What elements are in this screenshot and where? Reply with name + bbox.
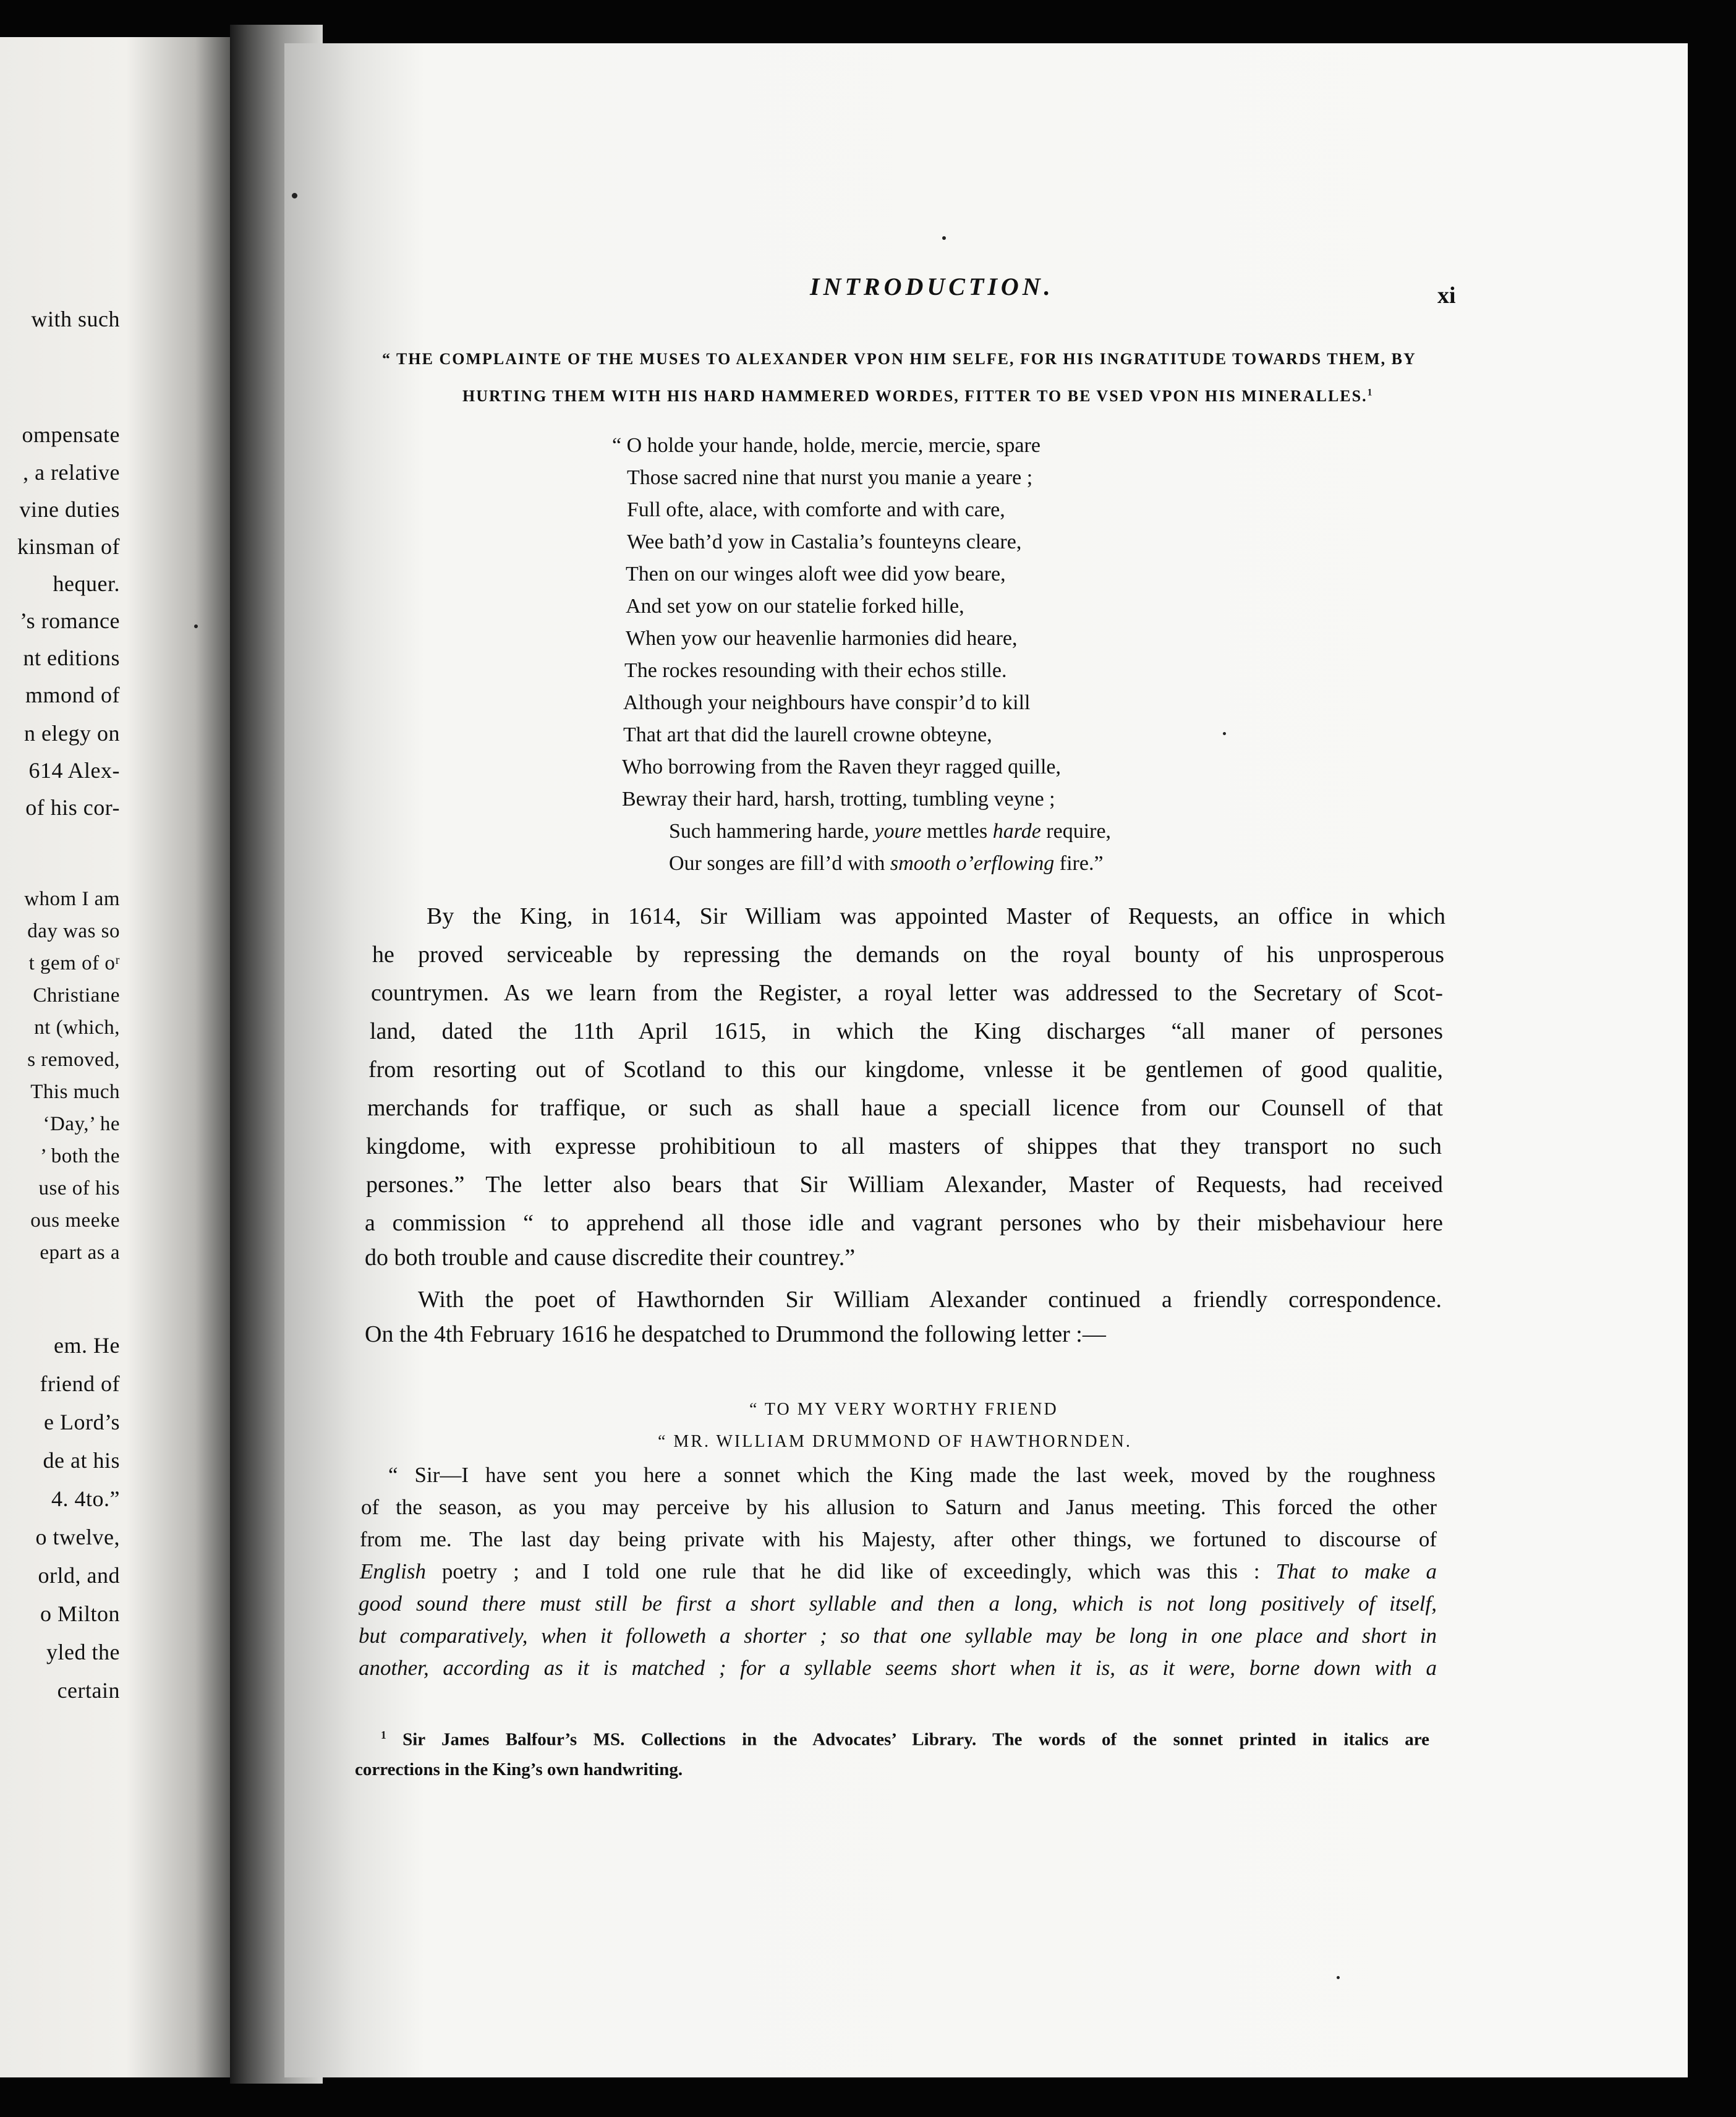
facing-page-line: friend of	[40, 1371, 120, 1396]
paragraph-line: do both trouble and cause discredite their countrey.”	[365, 1245, 856, 1271]
scan-speck	[292, 193, 297, 198]
poem-text: Such hammering harde,	[669, 820, 875, 843]
facing-page-line: n elegy on	[24, 721, 120, 746]
facing-page-fragment	[0, 37, 230, 2077]
letter-line: “ Sir—I have sent you here a sonnet which the King made the last week, moved by the roughness	[388, 1463, 1436, 1487]
letter-text: poetry ; and I told one rule that he did like of exceedingly, which was this :	[425, 1559, 1276, 1583]
facing-page-line: whom I am	[24, 888, 120, 910]
letter-line: from me. The last day being private with his Majesty, after other things, we fortuned to discourse of	[360, 1527, 1437, 1551]
poem-italic: harde	[992, 820, 1041, 843]
facing-page-line: ompensate	[22, 422, 120, 447]
poem-text: require,	[1040, 820, 1112, 843]
poem-line: Although your neighbours have conspir’d to kill	[623, 691, 1031, 714]
paragraph-line: countrymen. As we learn from the Register, a royal letter was addressed to the Secretary of Scot-	[371, 980, 1443, 1006]
poem-line: Then on our winges aloft wee did yow beare,	[626, 563, 1006, 586]
poem-line: Who borrowing from the Raven theyr ragged quille,	[622, 756, 1062, 778]
letter-italic: That to make a	[1275, 1559, 1437, 1583]
paragraph-line: he proved serviceable by repressing the demands on the royal bounty of his unprosperous	[372, 942, 1444, 968]
paragraph-line: persones.” The letter also bears that Sir William Alexander, Master of Requests, had received	[366, 1172, 1443, 1198]
running-head: INTRODUCTION.	[810, 273, 1054, 300]
facing-page-line: e Lord’s	[44, 1410, 120, 1434]
poem-line: When yow our heavenlie harmonies did heare,	[626, 627, 1018, 650]
poem-text: fire.”	[1054, 852, 1104, 875]
poem-line: Full ofte, alace, with comforte and with care,	[627, 498, 1005, 521]
page-number: xi	[1437, 283, 1456, 309]
facing-page-line: hequer.	[53, 571, 120, 596]
letter-italic: English	[360, 1559, 426, 1583]
poem-heading-line-2	[462, 387, 1373, 406]
poem-text: mettles	[921, 820, 993, 843]
paragraph-line: kingdome, with expresse prohibitioun to all masters of shippes that they transport no such	[366, 1133, 1442, 1159]
facing-page-line: kinsman of	[17, 534, 120, 559]
poem-line: And set yow on our statelie forked hille,	[626, 595, 964, 618]
paragraph-line: land, dated the 11th April 1615, in which the King discharges “all maner of persones	[370, 1018, 1443, 1044]
facing-page-line: This much	[30, 1081, 120, 1103]
letter-address-line-1: “ TO MY VERY WORTHY FRIEND	[749, 1400, 1058, 1419]
facing-page-line: em. He	[54, 1333, 120, 1358]
facing-page-line: ’s romance	[20, 608, 120, 633]
facing-page-line: nt editions	[23, 645, 120, 670]
footnote-mark: 1	[381, 1729, 386, 1741]
letter-line: another, according as it is matched ; for a syllable seems short when it is, as it were, borne down with a	[359, 1656, 1437, 1680]
facing-page-line: of his cor-	[25, 795, 120, 820]
facing-page-line: nt (which,	[34, 1016, 120, 1039]
poem-line: Bewray their hard, harsh, trotting, tumbling veyne ;	[622, 788, 1055, 811]
footnote-text: Sir James Balfour’s MS. Collections in the Advocates’ Library. The words of the sonnet printed in italics are	[386, 1729, 1429, 1750]
poem-text: Our songes are fill’d with	[669, 852, 890, 875]
scan-speck	[942, 236, 946, 240]
poem-couplet-line-2	[669, 852, 1104, 875]
scan-speck	[1223, 732, 1226, 735]
paragraph-line: merchands for traffique, or such as shall haue a speciall licence from our Counsell of that	[367, 1095, 1443, 1121]
poem-italic: youre	[874, 820, 922, 843]
facing-page-line: 4. 4to.”	[51, 1486, 120, 1511]
poem-heading-line-1: “ THE COMPLAINTE OF THE MUSES TO ALEXANDER VPON HIM SELFE, FOR HIS INGRATITUDE TOWARDS THEM, BY	[382, 350, 1416, 368]
poem-heading-text: HURTING THEM WITH HIS HARD HAMMERED WORDES, FITTER TO BE VSED VPON HIS MINERALLES.	[462, 387, 1368, 405]
footnote-line-2: corrections in the King’s own handwriting.	[355, 1760, 683, 1779]
paragraph-line: from resorting out of Scotland to this our kingdome, vnlesse it be gentlemen of good qualitie,	[368, 1057, 1443, 1083]
poem-couplet-line-1	[669, 820, 1111, 843]
facing-page-line: epart as a	[40, 1242, 120, 1264]
facing-page-line: ’ both the	[40, 1145, 120, 1167]
scan-speck	[194, 624, 198, 628]
facing-page-line: , a relative	[23, 460, 120, 485]
poem-line: Wee bath’d yow in Castalia’s founteyns cleare,	[627, 530, 1022, 553]
facing-page-line: de at his	[43, 1448, 120, 1473]
facing-page-line: ous meeke	[30, 1209, 120, 1232]
facing-page-line: 614 Alex-	[28, 758, 120, 783]
poem-line: That art that did the laurell crowne obteyne,	[623, 723, 992, 746]
letter-line-4	[360, 1559, 1437, 1584]
facing-page-line: mmond of	[25, 683, 120, 707]
scan-speck	[1337, 1976, 1340, 1979]
poem-line: The rockes resounding with their echos stille.	[624, 659, 1007, 682]
facing-page-line: o twelve,	[35, 1525, 120, 1549]
facing-page-line: yled the	[46, 1640, 120, 1664]
facing-page-line: ‘Day,’ he	[43, 1113, 120, 1135]
facing-page-line: t gem of oʳ	[28, 952, 120, 974]
poem-italic: smooth o’erflowing	[890, 852, 1055, 875]
facing-page-line: use of his	[38, 1177, 120, 1199]
facing-page-line: orld, and	[38, 1563, 120, 1588]
letter-address-line-2: “ MR. WILLIAM DRUMMOND OF HAWTHORNDEN.	[658, 1432, 1132, 1451]
poem-line: “ O holde your hande, holde, mercie, mercie, spare	[612, 434, 1040, 457]
facing-page-line: Christiane	[33, 984, 120, 1007]
paragraph-line: By the King, in 1614, Sir William was appointed Master of Requests, an office in which	[427, 903, 1445, 929]
facing-page-line: o Milton	[40, 1601, 120, 1626]
footnote-ref: 1	[1367, 387, 1374, 398]
letter-line: good sound there must still be first a short syllable and then a long, which is not long positively of itself,	[359, 1591, 1437, 1616]
paragraph-line: With the poet of Hawthornden Sir William Alexander continued a friendly correspondence.	[418, 1287, 1442, 1313]
letter-line: of the season, as you may perceive by his allusion to Saturn and Janus meeting. This forced the other	[361, 1495, 1437, 1519]
paragraph-line: On the 4th February 1616 he despatched to Drummond the following letter :—	[365, 1321, 1106, 1347]
facing-page-line: certain	[57, 1678, 120, 1703]
letter-line: but comparatively, when it followeth a shorter ; so that one syllable may be long in one place and short in	[359, 1624, 1437, 1648]
facing-page-line: with such	[31, 307, 120, 331]
footnote-line-1	[381, 1729, 1429, 1750]
facing-page-line: s removed,	[27, 1049, 120, 1071]
facing-page-line: day was so	[27, 920, 120, 942]
poem-line: Those sacred nine that nurst you manie a yeare ;	[627, 466, 1033, 489]
facing-page-line: vine duties	[19, 497, 120, 522]
paragraph-line: a commission “ to apprehend all those idle and vagrant persones who by their misbehaviour here	[365, 1210, 1443, 1236]
